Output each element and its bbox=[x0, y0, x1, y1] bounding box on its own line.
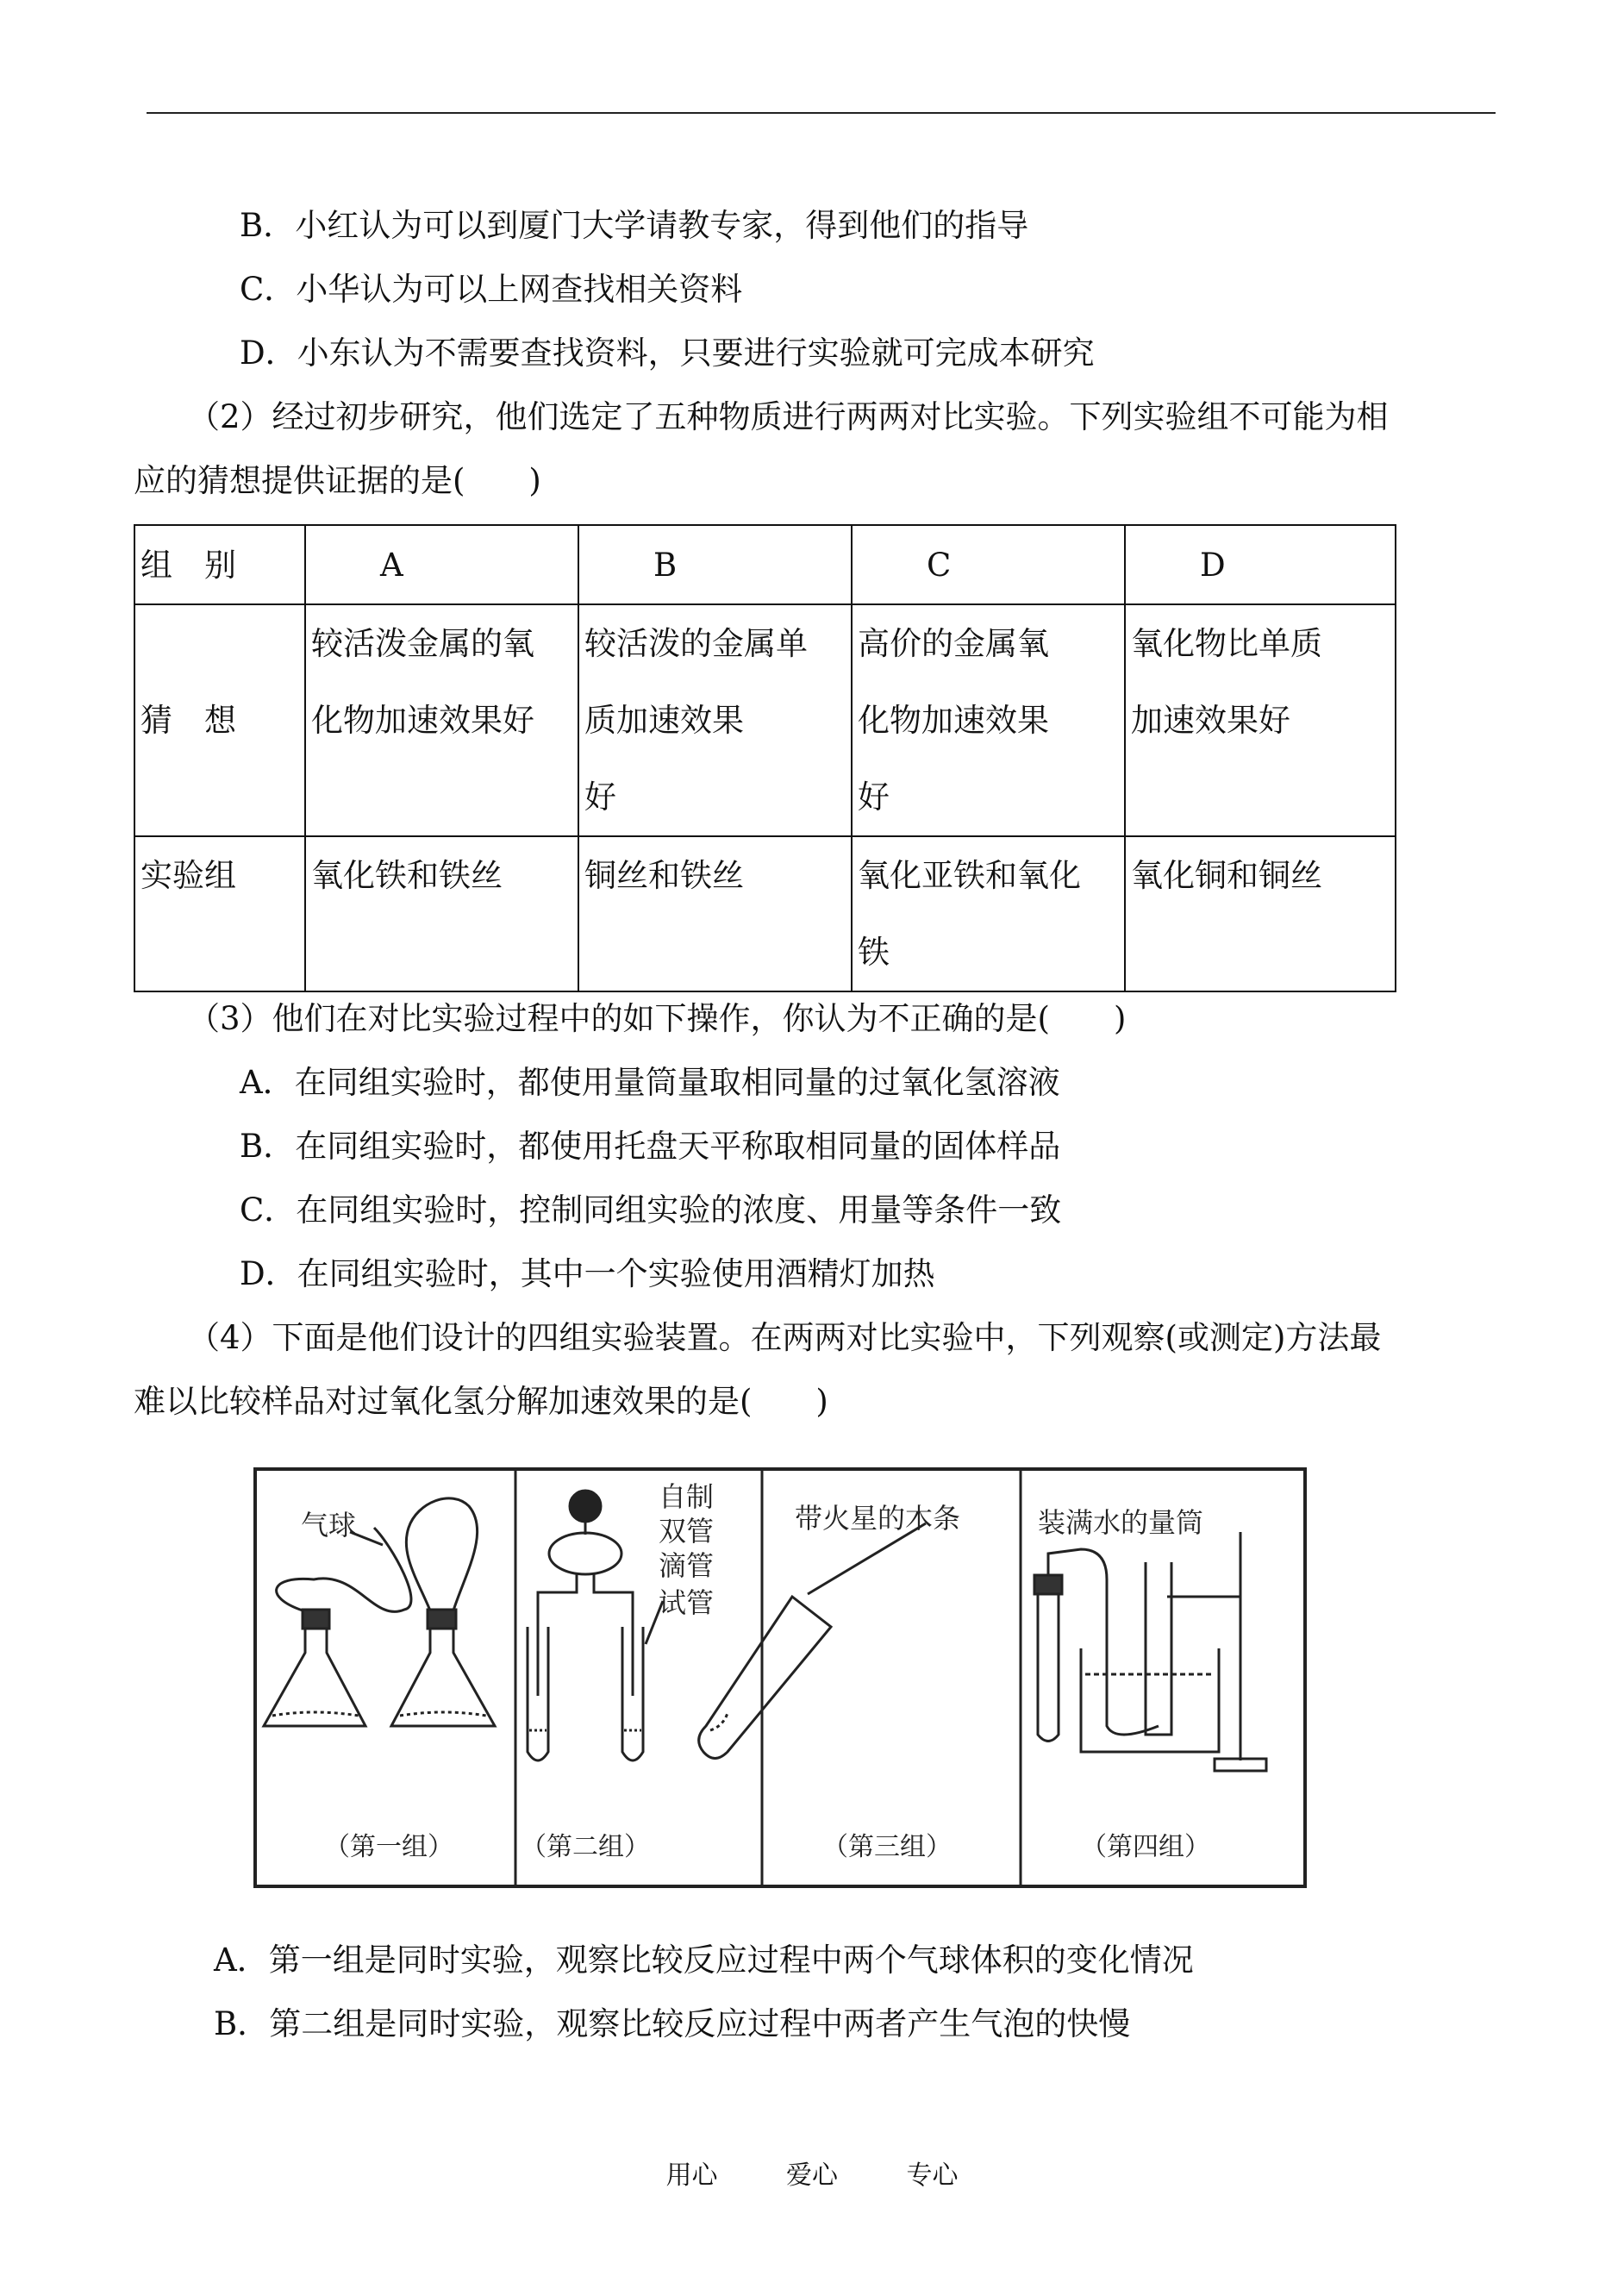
header-col-d: D bbox=[1125, 525, 1396, 604]
delivery-tube bbox=[1048, 1549, 1159, 1735]
dropper-label-line1: 自制 bbox=[659, 1480, 715, 1513]
dropper-tubes bbox=[538, 1574, 633, 1696]
splint-label: 带火星的木条 bbox=[795, 1502, 961, 1535]
header-col-b: B bbox=[578, 525, 852, 604]
experiment-cell-a: 氧化铁和铁丝 bbox=[305, 836, 578, 991]
row-label-guess: 猜 想 bbox=[134, 604, 305, 836]
flask-left-neck bbox=[303, 1610, 329, 1629]
page-footer bbox=[0, 2154, 1624, 2192]
guess-cell-b: 较活泼的金属单 质加速效果 好 bbox=[578, 604, 852, 836]
q3-option-b: B．在同组实验时，都使用托盘天平称取相同量的固体样品 bbox=[240, 1128, 1061, 1165]
q4-stem-line2: 难以比较样品对过氧化氢分解加速效果的是( ) bbox=[134, 1383, 828, 1420]
dropper-chamber bbox=[549, 1533, 621, 1574]
q4-option-b: B．第二组是同时实验，观察比较反应过程中两者产生气泡的快慢 bbox=[214, 2005, 1131, 2042]
caption-group-4: （第四组） bbox=[1081, 1832, 1210, 1862]
reaction-tube-stopper bbox=[1034, 1575, 1062, 1594]
comparison-table bbox=[134, 524, 1396, 992]
footer-item-1: 用心 bbox=[665, 2161, 718, 2191]
dropper-bulb bbox=[570, 1491, 601, 1522]
footer-item-3: 专心 bbox=[906, 2161, 959, 2191]
q3-option-c: C．在同组实验时，控制同组实验的浓度、用量等条件一致 bbox=[240, 1191, 1062, 1229]
flask-right-neck bbox=[428, 1610, 456, 1629]
q1-option-b: B．小红认为可以到厦门大学请教专家，得到他们的指导 bbox=[240, 207, 1029, 244]
caption-group-3: （第三组） bbox=[822, 1832, 952, 1862]
measuring-cylinder bbox=[1146, 1562, 1171, 1735]
flask-right bbox=[391, 1614, 495, 1726]
q3-option-d: D．在同组实验时，其中一个实验使用酒精灯加热 bbox=[240, 1255, 935, 1292]
dropper-label-line3: 滴管 bbox=[659, 1549, 715, 1582]
dropper-label-line2: 双管 bbox=[659, 1515, 715, 1548]
panel-4-water-cylinder bbox=[1034, 1506, 1266, 1862]
experiment-cell-b: 铜丝和铁丝 bbox=[578, 836, 852, 991]
panel-2-double-dropper bbox=[521, 1480, 714, 1862]
cylinder-label: 装满水的量筒 bbox=[1038, 1506, 1204, 1539]
water-trough bbox=[1081, 1648, 1219, 1752]
row-label-experiment: 实验组 bbox=[134, 836, 305, 991]
q1-option-d: D．小东认为不需要查找资料，只要进行实验就可完成本研究 bbox=[240, 335, 1095, 372]
tilted-test-tube bbox=[699, 1597, 831, 1759]
flask-left bbox=[264, 1614, 365, 1726]
guess-cell-a: 较活泼金属的氧 化物加速效果好 bbox=[305, 604, 578, 836]
q2-stem-line1: （2）经过初步研究，他们选定了五种物质进行两两对比实验。下列实验组不可能为相 bbox=[188, 398, 1389, 435]
apparatus-figure bbox=[253, 1467, 1307, 1888]
table-header-row bbox=[134, 525, 1396, 604]
header-group-label: 组 别 bbox=[134, 525, 305, 604]
header-col-c: C bbox=[852, 525, 1125, 604]
liquid-right bbox=[400, 1712, 486, 1716]
q1-option-c: C．小华认为可以上网查找相关资料 bbox=[240, 271, 743, 308]
q4-stem-line1: （4）下面是他们设计的四组实验装置。在两两对比实验中，下列观察(或测定)方法最 bbox=[188, 1319, 1382, 1356]
tube-label: 试管 bbox=[659, 1586, 715, 1619]
header-col-a: A bbox=[305, 525, 578, 604]
experiment-cell-c: 氧化亚铁和氧化 铁 bbox=[852, 836, 1125, 991]
q2-stem-line2: 应的猜想提供证据的是( ) bbox=[134, 462, 541, 499]
liquid-left bbox=[272, 1712, 359, 1716]
guess-cell-d: 氧化物比单质 加速效果好 bbox=[1125, 604, 1396, 836]
q3-option-a: A．在同组实验时，都使用量筒量取相同量的过氧化氢溶液 bbox=[240, 1064, 1060, 1101]
panel-1-flasks-balloons bbox=[264, 1498, 495, 1862]
panel-3-glowing-splint bbox=[699, 1502, 960, 1862]
stand-base bbox=[1215, 1759, 1266, 1771]
caption-group-2: （第二组） bbox=[521, 1832, 650, 1862]
header-rule bbox=[147, 112, 1496, 114]
q3-stem: （3）他们在对比实验过程中的如下操作，你认为不正确的是( ) bbox=[188, 1000, 1127, 1037]
footer-item-2: 爱心 bbox=[786, 2161, 838, 2191]
reaction-tube bbox=[1038, 1588, 1059, 1742]
balloon-label: 气球 bbox=[301, 1509, 357, 1541]
q4-option-a: A．第一组是同时实验，观察比较反应过程中两个气球体积的变化情况 bbox=[214, 1942, 1194, 1979]
table-row-guess bbox=[134, 604, 1396, 836]
experiment-cell-d: 氧化铜和铜丝 bbox=[1125, 836, 1396, 991]
caption-group-1: （第一组） bbox=[324, 1832, 453, 1862]
guess-cell-c: 高价的金属氧 化物加速效果 好 bbox=[852, 604, 1125, 836]
table-row-experiment bbox=[134, 836, 1396, 991]
balloon-right bbox=[406, 1498, 477, 1610]
